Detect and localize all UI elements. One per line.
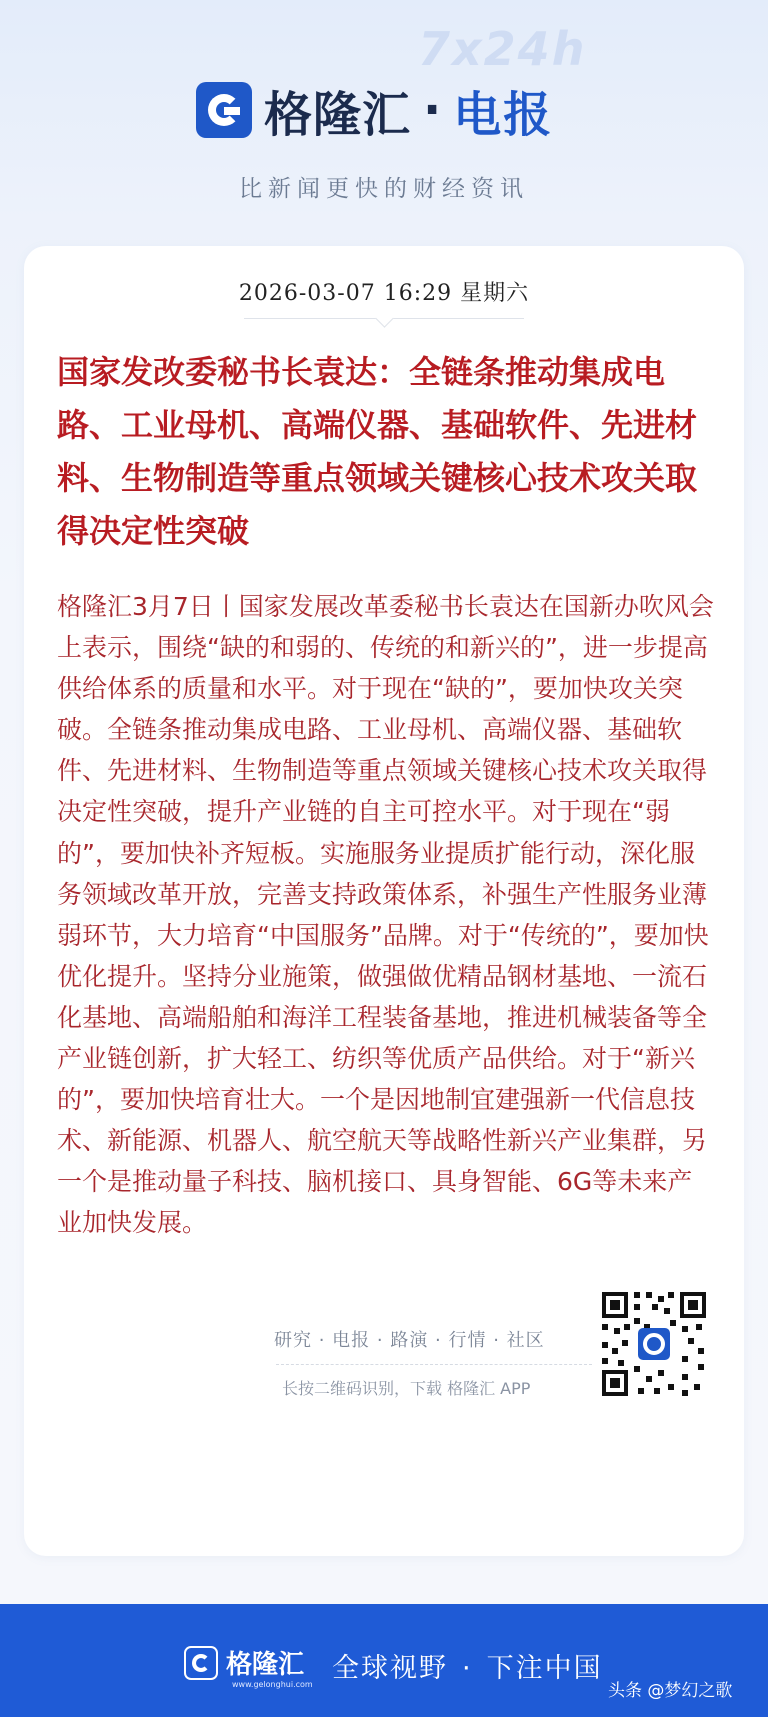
gelonghui-logo-icon: [196, 82, 252, 138]
slogan-right: 下注中国: [486, 1653, 603, 1684]
bottom-logo: [184, 1644, 304, 1681]
bottom-url: www.gelonghui.com: [232, 1680, 313, 1689]
qr-code-icon[interactable]: [598, 1288, 710, 1400]
footer-links: 研究 · 电报 · 路演 · 行情 · 社区: [274, 1330, 545, 1351]
article-datetime: 2026-03-07 16:29 星期六: [238, 281, 530, 306]
source-signature: 头条 @梦幻之歌: [608, 1681, 733, 1701]
header-logo: [196, 78, 553, 142]
bottom-brand-name: 格隆汇: [226, 1650, 305, 1680]
article-title: 国家发改委秘书长袁达：全链条推动集成电路、工业母机、高端仪器、基础软件、先进材料、生物制造等重点领域关键核心技术攻关取得决定性突破: [57, 353, 698, 550]
tagline: 比新闻更快的财经资讯: [239, 176, 529, 202]
bottom-banner: [0, 1604, 768, 1717]
brand-dot: ·: [423, 82, 442, 138]
brand-name: 格隆汇: [264, 86, 412, 143]
article-card: [24, 246, 744, 1556]
date-divider-notch: [375, 309, 393, 327]
channel-name: 电报: [453, 86, 554, 143]
slogan-left: 全球视野: [332, 1653, 448, 1684]
slogan-separator: ·: [462, 1653, 473, 1684]
article-body: 格隆汇3月7日丨国家发展改革委秘书长袁达在国新办吹风会上表示，围绕“缺的和弱的、传统的和新兴的”，进一步提高供给体系的质量和水平。对于现在“缺的”，要加快攻关突破。全链条推动集成电路、工业母机、高端仪器、基础软件、先进材料、生物制造等重点领域关键核心技术攻关取得决定性突破，提升产业链的自主可控水平。对于现在“弱的”，要加快补齐短板。实施服务业提质扩能行动，深化服务领域改革开放，完善支持政策体系，补强生产性服务业薄弱环节，大力培育“中国服务”品牌。对于“传统的”，要加快优化提升。坚持分业施策，做强做优精品钢材基地、一流石化基地、高端船舶和海洋工程装备基地，推进机械装备等全产业链创新，扩大轻工、纺织等优质产品供给。对于“新兴的”，要加快培育壮大。一个是因地制宜建强新一代信息技术、新能源、机器人、航空航天等战略性新兴产业集群，另一个是推动量子科技、脑机接口、具身智能、6G等未来产业加快发展。: [57, 592, 714, 1238]
footer-hint: 长按二维码识别，下载 格隆汇 APP: [282, 1379, 531, 1398]
footer-divider: [276, 1364, 592, 1365]
bottom-slogan: [332, 1646, 603, 1685]
gelonghui-logo-icon: [184, 1646, 218, 1680]
watermark-7x24h: 7x24h: [418, 22, 587, 76]
